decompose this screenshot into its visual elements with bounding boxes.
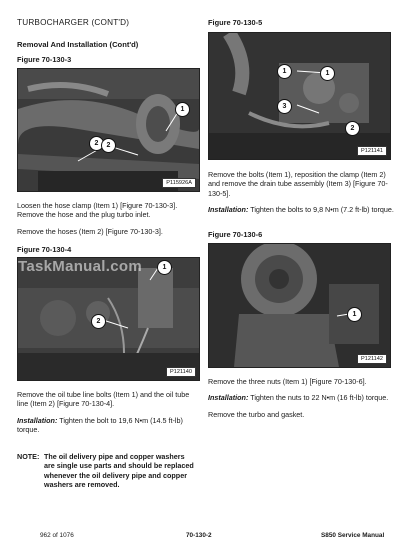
- right-para-1: Remove the bolts (Item 1), reposition the clamp (Item 2) and remove the drain tube assembly (Item 3) [Figure 70-130-5].: [208, 170, 388, 198]
- note-label: NOTE:: [17, 452, 40, 461]
- figure-6-photo: [208, 243, 391, 368]
- figure-3-illustration: [18, 69, 199, 191]
- figure-5-photo: [208, 32, 391, 160]
- fig3-callout-1: 1: [175, 102, 190, 117]
- fig4-callout-2: 2: [91, 314, 106, 329]
- right-para-4: [208, 393, 394, 402]
- figure-6-code: P121142: [357, 354, 387, 364]
- note-text: The oil delivery pipe and copper washers are single use parts and should be replaced whenever the oil delivery pipe and copper washers are removed.: [44, 452, 194, 490]
- installation-text-3: Tighten the nuts to 22 N•m (16 ft-lb) torque.: [248, 393, 389, 402]
- figure-4-label: Figure 70-130-4: [17, 245, 72, 254]
- fig3-callout-2a: 2: [89, 136, 104, 151]
- figure-4-illustration: [18, 258, 199, 380]
- left-para-3: Remove the oil tube line bolts (Item 1) and the oil tube line (Item 2) [Figure 70-130-4].: [17, 390, 190, 409]
- figure-4-code: P121140: [166, 367, 196, 377]
- figure-5-label: Figure 70-130-5: [208, 18, 263, 27]
- figure-3-photo: [17, 68, 200, 192]
- fig5-callout-2: 2: [345, 121, 360, 136]
- installation-label-2: Installation:: [208, 205, 249, 214]
- left-para-4: [17, 416, 197, 435]
- figure-4-photo: [17, 257, 200, 381]
- figure-6-illustration: [209, 244, 390, 367]
- right-para-5: Remove the turbo and gasket.: [208, 410, 305, 419]
- watermark: TaskManual.com: [18, 258, 142, 275]
- installation-text-2: Tighten the bolts to 9,8 N•m (7.2 ft-lb) torque.: [248, 205, 394, 214]
- installation-text-1: Tighten the bolt to 19,6 N•m (14.5 ft-lb) torque.: [17, 416, 183, 435]
- figure-3-label: Figure 70-130-3: [17, 55, 72, 64]
- figure-3-code: P115926A: [162, 178, 196, 188]
- footer-page-count: 962 of 1076: [40, 532, 74, 539]
- left-para-1: Loosen the hose clamp (Item 1) [Figure 70-130-3]. Remove the hose and the plug turbo inlet.: [17, 201, 178, 220]
- figure-6-label: Figure 70-130-6: [208, 230, 263, 239]
- fig3-callout-2b: 2: [101, 138, 116, 153]
- fig5-callout-1a: 1: [277, 64, 292, 79]
- left-para-2: Remove the hoses (Item 2) [Figure 70-130-3].: [17, 227, 163, 236]
- installation-label-3: Installation:: [208, 393, 249, 402]
- figure-5-illustration: [209, 33, 390, 159]
- right-para-3: Remove the three nuts (Item 1) [Figure 70-130-6].: [208, 377, 367, 386]
- figure-5-code: P121141: [357, 146, 387, 156]
- fig4-callout-1: 1: [157, 260, 172, 275]
- subhead: Removal And Installation (Cont'd): [17, 40, 139, 49]
- section-title: TURBOCHARGER (CONT'D): [17, 18, 130, 27]
- right-para-2: [208, 205, 394, 214]
- footer-manual-title: S850 Service Manual: [321, 532, 385, 539]
- fig5-callout-1b: 1: [320, 66, 335, 81]
- installation-label-1: Installation:: [17, 416, 58, 425]
- fig6-callout-1: 1: [347, 307, 362, 322]
- fig5-callout-3: 3: [277, 99, 292, 114]
- footer-page-number: 70-130-2: [186, 532, 212, 539]
